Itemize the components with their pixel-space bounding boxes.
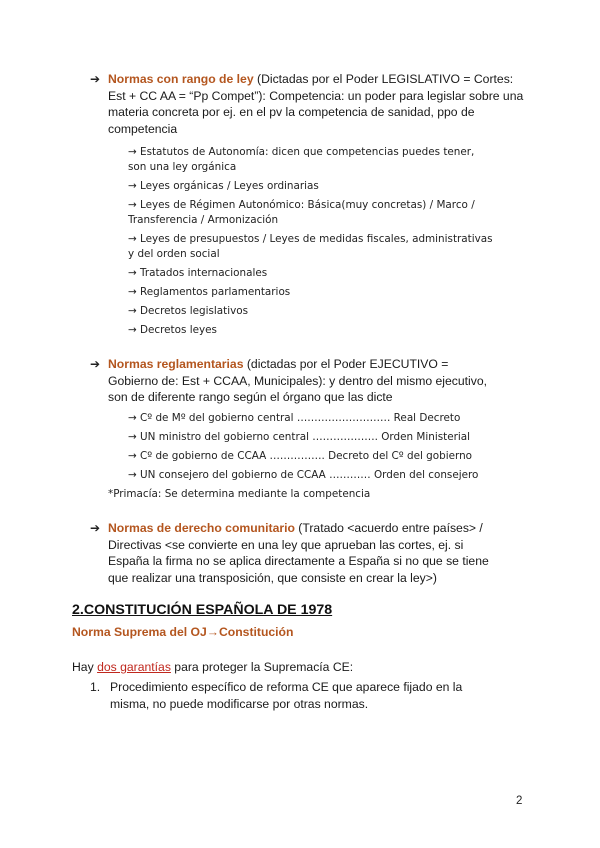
bullet-line: Gobierno de: Est + CCAA, Municipales): y dentro del mismo ejecutivo, [108, 373, 487, 388]
paragraph-text: para proteger la Supremacía CE: [170, 660, 354, 674]
bullet-line: materia concreta por ej. en el pv la competencia de sanidad, ppo de [108, 105, 475, 119]
numbered-list [90, 679, 510, 712]
paragraph-text: Hay [72, 660, 98, 674]
list-item-line: misma, no puede modificarse por otras normas. [110, 696, 369, 711]
sub-item [90, 285, 530, 300]
decree-row: → Cº de gobierno de CCAA ……………. Decreto del Cº del gobierno [128, 449, 473, 462]
sub-item [90, 304, 530, 319]
arrow-bullet-icon: ➔ [90, 357, 101, 371]
section-derecho-comunitario [90, 520, 530, 586]
sub-item-line: → Estatutos de Autonomía: dicen que competencias puedes tener, [128, 146, 475, 158]
sub-list [90, 145, 530, 338]
section-normas-reglamentarias [90, 356, 530, 501]
bullet-line: Directivas <se convierte en una ley que aprueban las cortes, ej. si [108, 537, 464, 552]
bullet-heading: Normas reglamentarias [108, 357, 244, 371]
subsection-heading: Norma Suprema del OJ→Constitución [72, 625, 294, 639]
sub-item [90, 323, 530, 338]
bullet-line: son de diferente rango según el órgano que las dicte [108, 390, 393, 404]
bullet-heading: Normas con rango de ley [108, 72, 254, 86]
sub-item-line: → Reglamentos parlamentarios [128, 286, 291, 298]
bullet-line: competencia [108, 121, 178, 136]
bullet-line [108, 520, 530, 537]
bullet-normas-rango-ley [90, 71, 530, 137]
bullet-text: (Dictadas por el Poder LEGISLATIVO = Cortes: [253, 72, 514, 86]
sub-item-line: → Decretos leyes [128, 324, 217, 336]
bullet-line: que realizar una transposición, que consiste en crear la ley>) [108, 570, 437, 585]
page-number: 2 [516, 795, 523, 807]
bullet-heading: Normas de derecho comunitario [108, 521, 295, 535]
bullet-line [108, 356, 530, 373]
sub-item-line: → Leyes de presupuestos / Leyes de medidas fiscales, administrativas [128, 233, 493, 245]
bullet-text: (dictadas por el Poder EJECUTIVO = [243, 357, 449, 371]
list-item-number: 1. [90, 680, 101, 694]
sub-item [90, 232, 530, 262]
sub-item-line: → Tratados internacionales [128, 267, 268, 279]
dos-garantias-link[interactable]: dos garantías [97, 660, 171, 674]
section-normas-rango-ley [90, 71, 530, 342]
list-item [90, 679, 510, 712]
sub-item [90, 198, 530, 228]
arrow-bullet-icon: ➔ [90, 72, 101, 86]
bullet-line [108, 71, 530, 88]
sub-item-line: y del orden social [128, 248, 220, 260]
sub-item-line: Transferencia / Armonización [128, 214, 279, 226]
decree-row: → Cº de Mº del gobierno central ……………………… Real Decreto [128, 411, 461, 424]
section-heading: 2.CONSTITUCIÓN ESPAÑOLA DE 1978 [72, 602, 333, 618]
sub-item [90, 179, 530, 194]
sub-item-line: → Leyes de Régimen Autonómico: Básica(muy concretas) / Marco / [128, 199, 475, 211]
arrow-bullet-icon: ➔ [90, 521, 101, 535]
sub-item-line: → Decretos legislativos [128, 305, 249, 317]
decree-row: → UN ministro del gobierno central ………………. Orden Ministerial [128, 430, 471, 443]
primacy-note: *Primacía: Se determina mediante la competencia [108, 487, 371, 500]
paragraph [72, 660, 353, 674]
sub-item [90, 266, 530, 281]
decree-row: → UN consejero del gobierno de CCAA ………… Orden del consejero [128, 468, 479, 481]
sub-item-line: son una ley orgánica [128, 161, 237, 173]
bullet-normas-reglamentarias [90, 356, 530, 406]
bullet-text: (Tratado <acuerdo entre países> / [294, 521, 483, 535]
sub-item [90, 145, 530, 175]
bullet-line: España la firma no se aplica directamente a España si no que se tiene [108, 554, 489, 568]
sub-item-line: → Leyes orgánicas / Leyes ordinarias [128, 180, 319, 192]
list-item-line: Procedimiento específico de reforma CE que aparece fijado en la [110, 680, 463, 694]
decree-list [90, 411, 530, 501]
bullet-derecho-comunitario [90, 520, 530, 586]
bullet-line: Est + CC AA = “Pp Compet”): Competencia: un poder para legislar sobre una [108, 88, 524, 103]
